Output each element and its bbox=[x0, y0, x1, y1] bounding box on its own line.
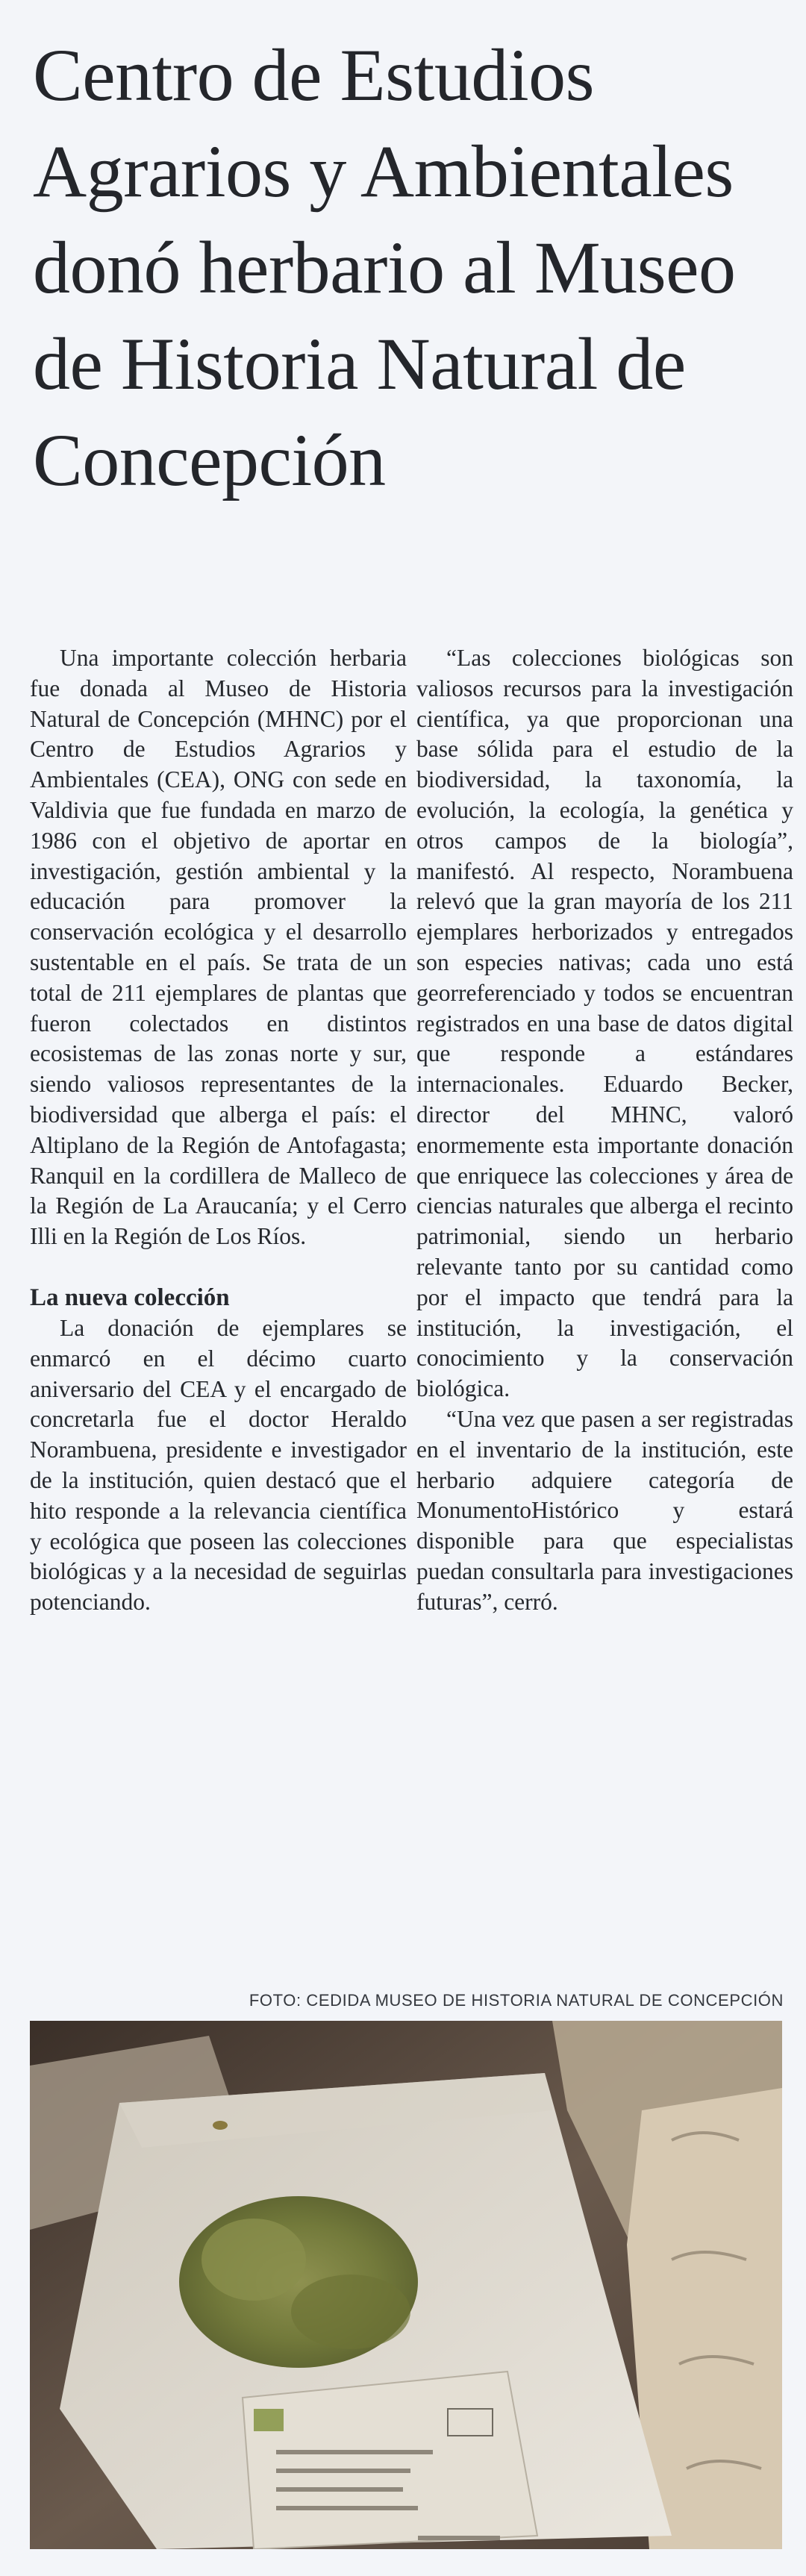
herbarium-photo-illustration bbox=[30, 2021, 782, 2549]
article-headline: Centro de Estudios Agrarios y Ambientales donó herbario al Museo de Historia Natural de Concepción bbox=[33, 34, 736, 501]
photo-caption: FOTO: CEDIDA MUSEO DE HISTORIA NATURAL DE CONCEPCIÓN bbox=[249, 1991, 784, 2010]
right-column bbox=[416, 643, 793, 1618]
left-column bbox=[30, 643, 407, 1618]
right-paragraph-1: “Las colecciones biológicas son valiosos recursos para la investigación científica, ya que proporcionan una base sólida para el estudio de la biodiversidad, la taxonomía, la evolución, la ecología, la genética y otros campos de la biología”, manifestó. Al respecto, Norambuena relevó que la gran mayoría de los 211 ejemplares herborizados y entregados son especies nativas; cada uno está georreferenciado y todos se encuentran registrados en una base de datos digital que responde a estándares internacionales. Eduardo Becker, director del MHNC, valoró enormemente esta importante donación que enriquece las colecciones y área de ciencias naturales que alberga el recinto patrimonial, siendo un herbario relevante tanto por su cantidad como por el impacto que tendrá para la institución, la investigación, el conocimiento y la conservación biológica. bbox=[416, 645, 793, 1402]
herbarium-photo bbox=[30, 2021, 782, 2549]
section-subhead: La nueva colección bbox=[30, 1284, 230, 1311]
seed-sample bbox=[213, 2121, 228, 2130]
left-paragraph-1: Una importante colección herbaria fue donada al Museo de Historia Natural de Concepción (MHNC) por el Centro de Estudios Agrarios y Ambientales (CEA), ONG con sede en Valdivia que fue fundada en marzo de 1986 con el objetivo de aportar en investigación, gestión ambiental y la educación para promover la conservación ecológica y el desarrollo sustentable en el país. Se trata de un total de 211 ejemplares de plantas que fueron colectados en distintos ecosistemas de las zonas norte y sur, siendo valiosos representantes de la biodiversidad que alberga el país: el Altiplano de la Región de Antofagasta; Ranquil en la cordillera de Malleco de la Región de La Araucanía; y el Cerro Illi en la Región de Los Ríos. bbox=[30, 645, 407, 1250]
left-paragraph-2: La donación de ejemplares se enmarcó en el décimo cuarto aniversario del CEA y el encargado de concretarla fue el doctor Heraldo Norambuena, presidente e investigador de la institución, quien destacó que el hito responde a la relevancia científica y ecológica que poseen las colecciones biológicas y a la necesidad de seguirlas potenciando. bbox=[30, 1314, 407, 1616]
specimen-label bbox=[243, 2372, 537, 2549]
institution-logo bbox=[254, 2409, 284, 2431]
right-paragraph-2: “Una vez que pasen a ser registradas en el inventario de la institución, este herbario adquiere categoría de MonumentoHistórico y estará disponible para que especialistas puedan consultarla para investigaciones futuras”, cerró. bbox=[416, 1405, 793, 1615]
